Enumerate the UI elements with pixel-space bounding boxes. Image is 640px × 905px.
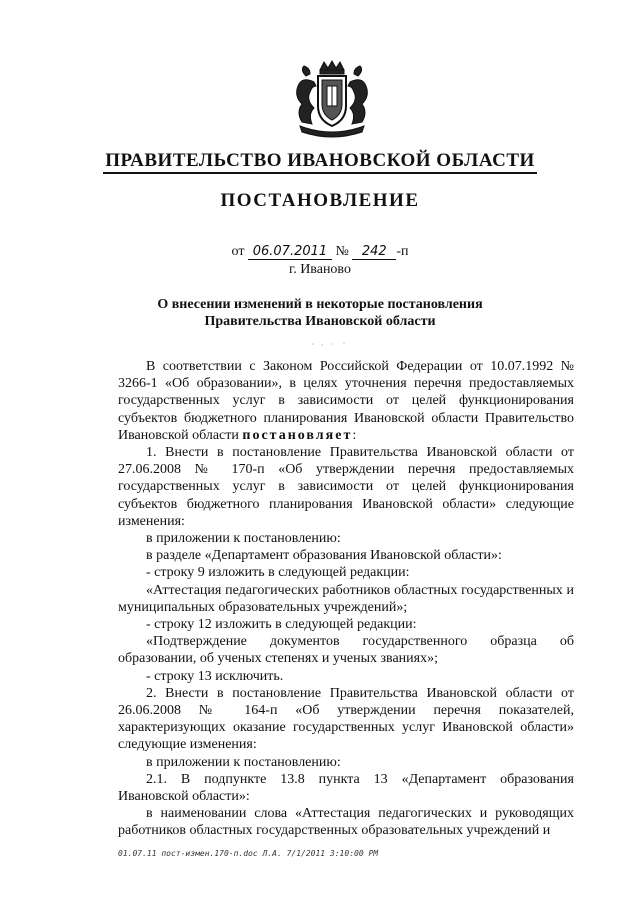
paragraph-2: 2. Внести в постановление Правительства Ивановской области от 26.06.2008 № 164-п «Об утверждении перечня показателей, характеризующих оказание государственных услуг Ивановской области» следующие изменения: xyxy=(118,685,574,753)
decree-colon: : xyxy=(352,427,357,443)
preamble-paragraph xyxy=(118,358,574,444)
city: г. Иваново xyxy=(289,262,351,277)
paragraph-annex-1: в приложении к постановлению: xyxy=(146,531,341,547)
paragraph-line-13: - строку 13 исключить. xyxy=(146,668,284,684)
paragraph-line-9-text: «Аттестация педагогических работников областных государственных и муниципальных образовательных учреждений»; xyxy=(118,582,574,615)
paragraph-line-12: - строку 12 изложить в следующей редакции: xyxy=(146,617,417,633)
number-suffix: -п xyxy=(396,244,409,259)
document-body xyxy=(118,358,574,840)
paragraph-1: 1. Внести в постановление Правительства Ивановской области от 27.06.2008 № 170-п «Об утверждении перечня предоставляемых государственных услуг в зависимости от целей функционирования субъектов бюджетного планирования Ивановской области» следующие изменения: xyxy=(118,445,574,529)
scan-specks xyxy=(310,340,350,348)
paragraph-line-9: - строку 9 изложить в следующей редакции: xyxy=(146,565,410,581)
paragraph-line-12-text: «Подтверждение документов государственного образца об образовании, об ученых степенях и ученых званиях»; xyxy=(118,634,574,667)
document-type: ПОСТАНОВЛЕНИЕ xyxy=(220,190,420,211)
paragraph-annex-2: в приложении к постановлению: xyxy=(146,754,341,770)
decree-word: постановляет xyxy=(242,427,353,443)
document-subject: О внесении изменений в некоторые постановления Правительства Ивановской области xyxy=(157,297,483,329)
government-name: ПРАВИТЕЛЬСТВО ИВАНОВСКОЙ ОБЛАСТИ xyxy=(103,150,537,174)
government-title xyxy=(0,150,640,172)
date-prefix: от xyxy=(231,244,245,259)
file-stamp-footer: 01.07.11 пост-измен.170-п.doc Л.А. 7/1/2011 3:10:00 PM xyxy=(118,849,379,858)
paragraph-section: в разделе «Департамент образования Ивановской области»: xyxy=(146,548,502,564)
handwritten-date: 06.07.2011 xyxy=(248,244,332,260)
paragraph-2-1: 2.1. В подпункте 13.8 пункта 13 «Департамент образования Ивановской области»: xyxy=(118,771,574,805)
handwritten-number: 242 xyxy=(352,244,396,260)
date-number-line xyxy=(0,244,640,260)
number-sign: № xyxy=(335,244,349,259)
paragraph-naming: в наименовании слова «Аттестация педагогических и руководящих работников областных государственных образовательных учреждений и xyxy=(118,806,574,839)
preamble-text: В соответствии с Законом Российской Федерации от 10.07.1992 № 3266-1 «Об образовании», в целях уточнения перечня предоставляемых государственных услуг в зависимости от целей функционирования субъектов бюджетного планирования Ивановской области Правительство Ивановской области xyxy=(118,359,574,443)
coat-of-arms-icon xyxy=(286,60,378,138)
